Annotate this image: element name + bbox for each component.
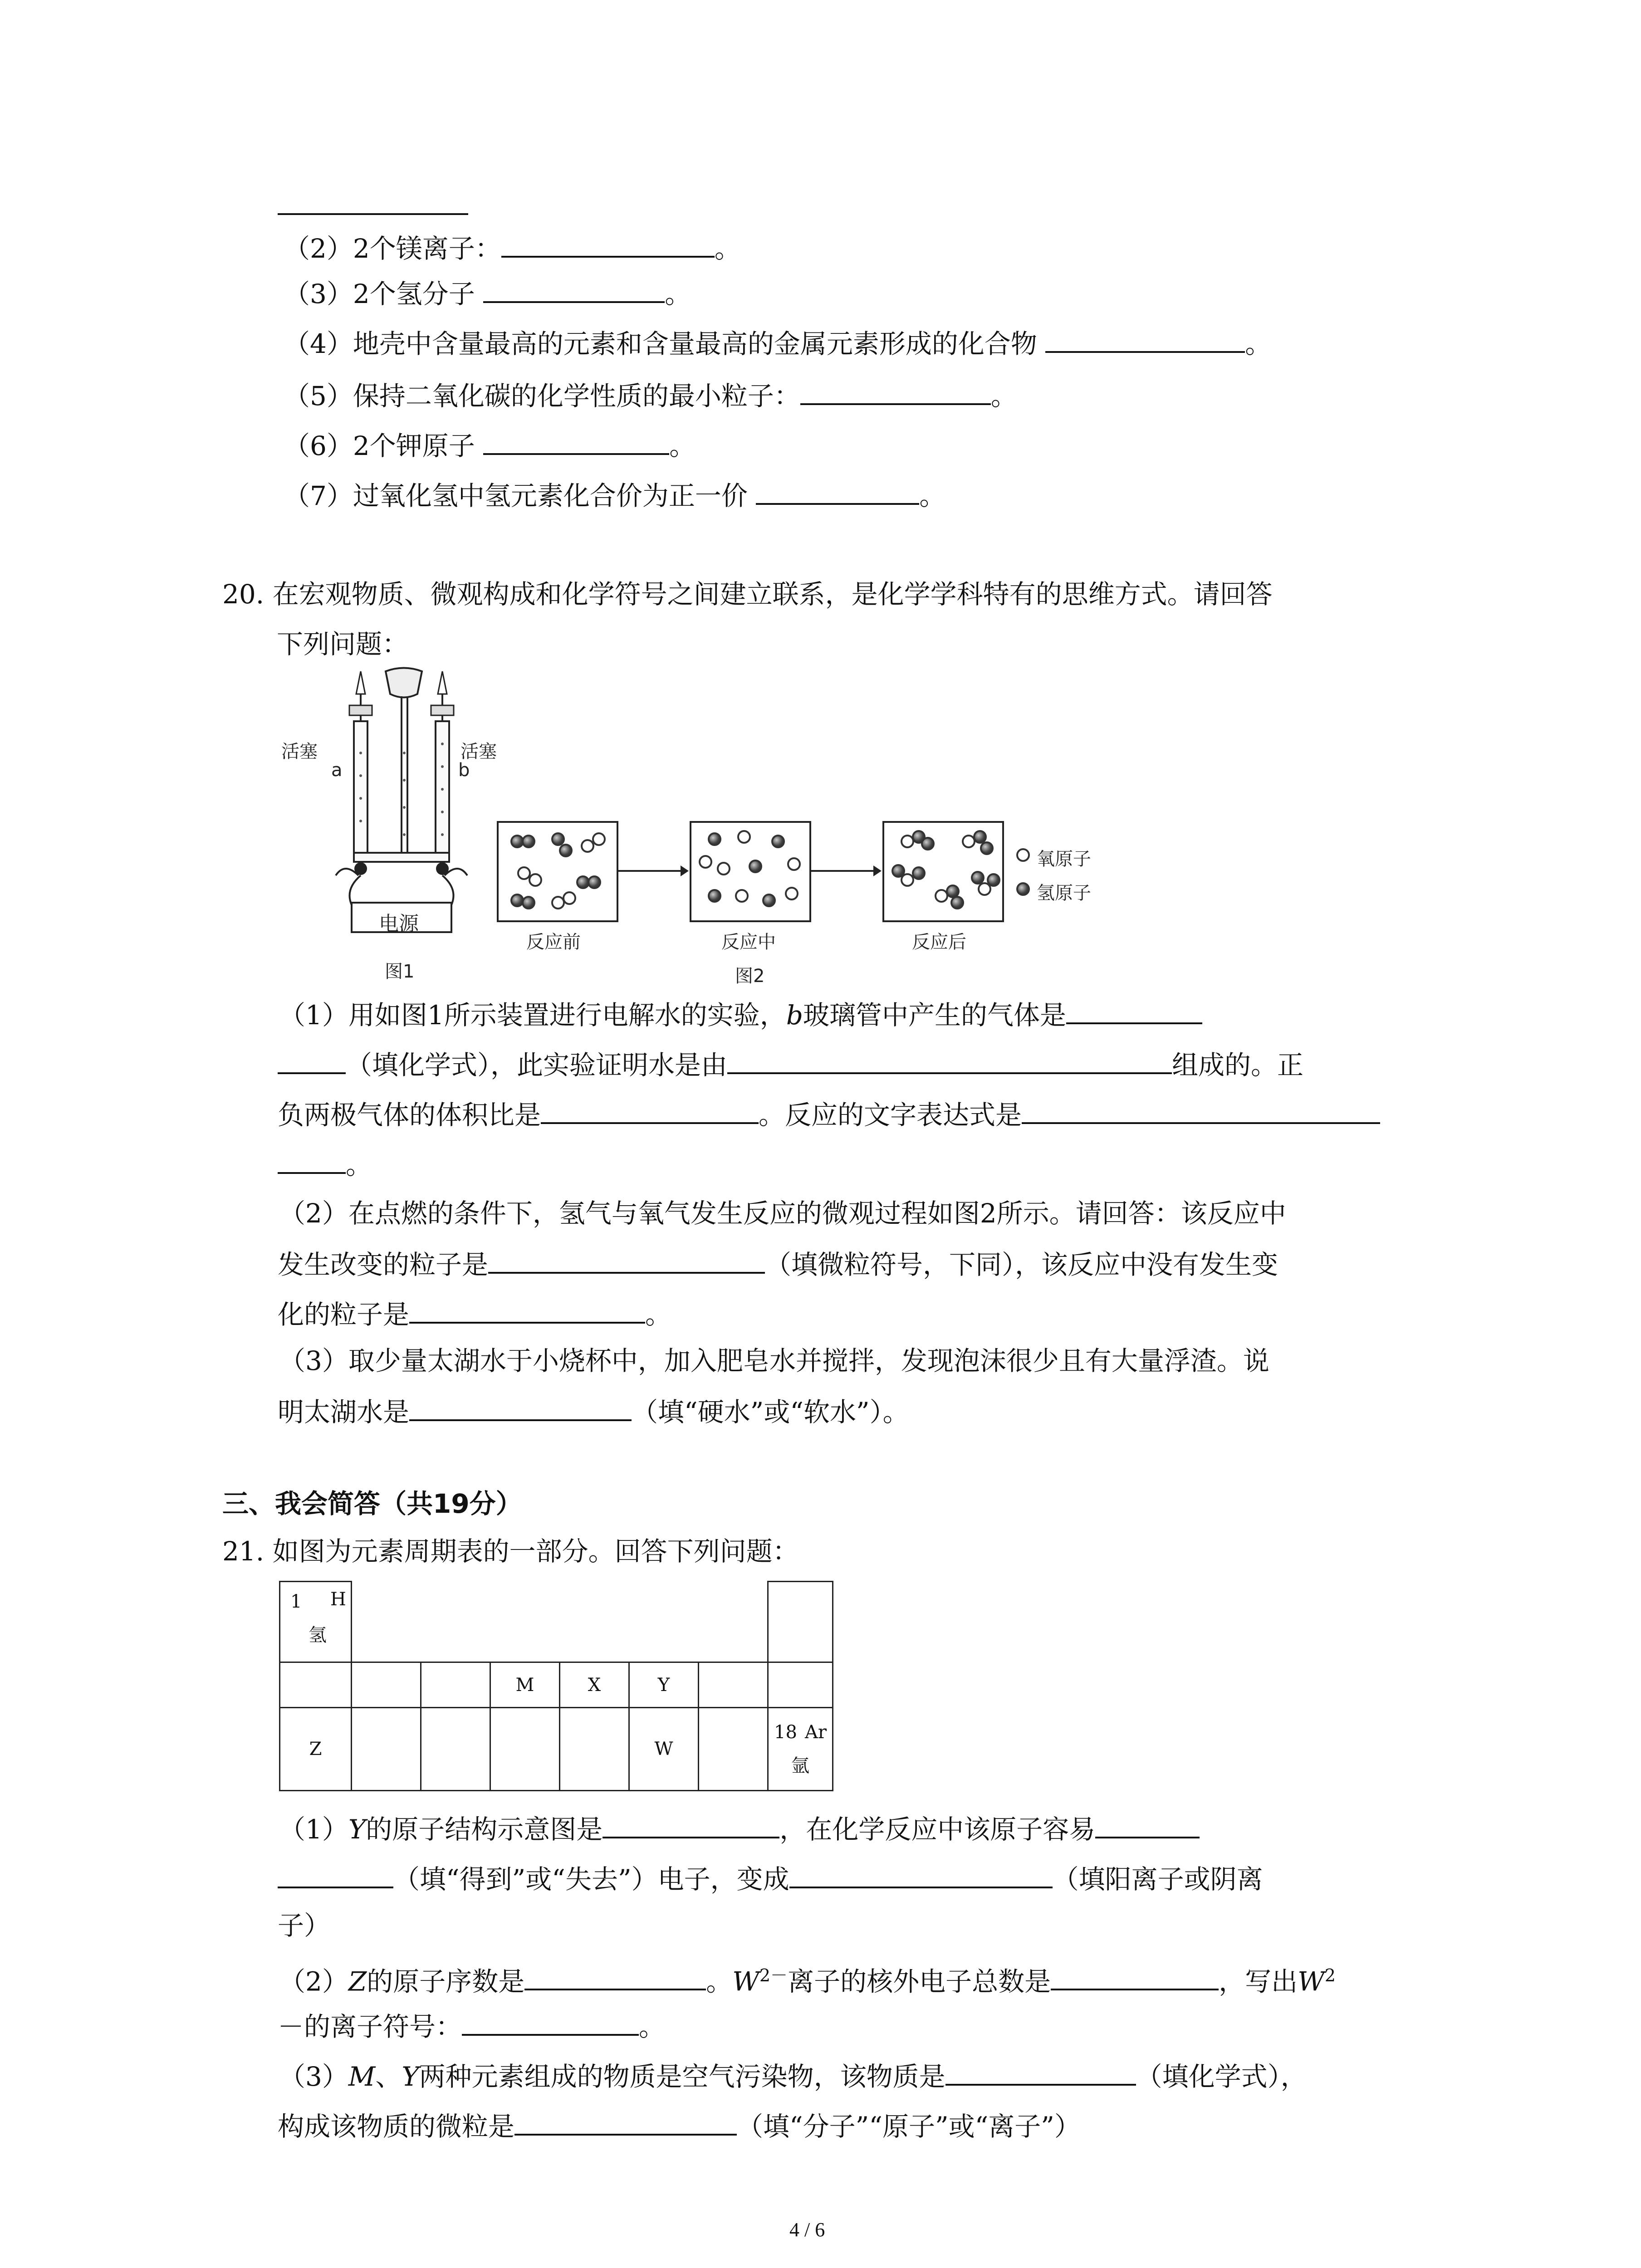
answer-blank[interactable] (1051, 1964, 1219, 1990)
answer-blank[interactable] (278, 1048, 346, 1074)
section-3-title: 三、我会简答（共19分） (222, 1488, 522, 1519)
page-number: 4 / 6 (789, 2219, 825, 2241)
element-cell-argon: 18 Ar 氩 (768, 1708, 833, 1791)
hydrogen-atom (749, 860, 762, 873)
oxygen-atom (592, 832, 606, 846)
hydrogen-atom (921, 837, 935, 850)
element-cell-w: W (629, 1708, 699, 1791)
answer-blank[interactable] (278, 1862, 393, 1888)
answer-blank[interactable] (603, 1812, 779, 1838)
answer-blank[interactable] (462, 2009, 639, 2036)
element-cell-hydrogen: 1 H 氢 (280, 1582, 352, 1662)
legend-oxygen-atom-icon (1016, 848, 1030, 862)
q20-part3-line1: （3）取少量太湖水于小烧杯中，加入肥皂水并搅拌，发现泡沫很少且有大量浮渣。说 (279, 1345, 1269, 1376)
element-cell-m: M (490, 1662, 560, 1708)
q20-intro-line1: 20. 在宏观物质、微观构成和化学符号之间建立联系，是化学学科特有的思维方式。请回答 (222, 579, 1273, 610)
hydrogen-atom (522, 835, 535, 848)
oxygen-atom (787, 857, 801, 871)
answer-blank[interactable] (541, 1098, 759, 1124)
oxygen-atom (699, 855, 712, 869)
stopcock-right-label: 活塞 (460, 741, 497, 762)
after-caption: 反应后 (912, 932, 966, 953)
oxygen-atom (529, 873, 542, 887)
q21-intro: 21. 如图为元素周期表的一部分。回答下列问题： (222, 1536, 799, 1567)
q20-part1-line1: （1）用如图1所示装置进行电解水的实验，b玻璃管中产生的气体是 (279, 998, 1202, 1031)
answer-blank[interactable] (409, 1395, 632, 1421)
hydrogen-atom (588, 875, 601, 889)
hydrogen-atom (559, 844, 573, 857)
oxygen-atom (717, 862, 730, 875)
q20-part2-line2: 发生改变的粒子是 （填微粒符号，下同），该反应中没有发生变 (278, 1247, 1278, 1281)
q19-item-2: （2）2个镁离子： 。 (284, 231, 741, 264)
q21-part1-line2: （填“得到”或“失去”）电子，变成 （填阳离子或阴离 (278, 1862, 1263, 1895)
q20-part1-line2: （填化学式），此实验证明水是由 组成的。正 (278, 1048, 1303, 1081)
figure-2-caption: 图2 (735, 966, 765, 987)
legend-hydrogen-atom-icon (1016, 882, 1030, 896)
hydrogen-atom (987, 873, 1000, 887)
q21-part2-line1: （2）Z的原子序数是 。$W^{2-}$离子的核外电子总数是 ，写出$W^2$ (279, 1960, 1336, 1997)
q21-part2-line2: －的离子符号： 。 (278, 2009, 665, 2043)
answer-blank[interactable] (488, 1247, 765, 1274)
answer-blank[interactable] (1045, 327, 1245, 353)
q20-intro-line2: 下列问题： (277, 629, 409, 660)
q20-part3-line2: 明太湖水是 （填“硬水”或“软水”）。 (278, 1395, 909, 1428)
tube-a-label: a (331, 760, 343, 781)
element-cell-x: X (560, 1662, 629, 1708)
q20-part1-line4: 。 (278, 1148, 372, 1181)
periodic-table-fragment (279, 1581, 833, 1791)
q21-part1-line3: 子） (278, 1910, 331, 1941)
answer-blank[interactable] (945, 2059, 1136, 2086)
hydrogen-atom (980, 841, 994, 855)
legend-oxygen-label: 氧原子 (1037, 849, 1091, 870)
answer-blank[interactable] (278, 191, 468, 215)
electrolysis-apparatus-figure (272, 662, 508, 934)
q20-part2-line3: 化的粒子是 。 (278, 1297, 671, 1330)
oxygen-atom (563, 891, 576, 905)
q19-item-6: （6）2个钾原子 。 (284, 429, 696, 462)
hydrogen-atom (912, 866, 926, 880)
q19-item-3: （3）2个氢分子 。 (284, 277, 691, 310)
hydrogen-atom (708, 889, 721, 903)
during-caption: 反应中 (721, 932, 776, 953)
q21-part3-line1: （3）M、Y两种元素组成的物质是空气污染物，该物质是 （填化学式）， (279, 2059, 1307, 2092)
hydrogen-atom (771, 835, 785, 848)
q20-part2-line1: （2）在点燃的条件下，氢气与氧气发生反应的微观过程如图2所示。请回答：该反应中 (279, 1198, 1286, 1229)
answer-blank[interactable] (727, 1048, 1172, 1074)
hydrogen-atom (762, 894, 776, 907)
element-cell-y: Y (629, 1662, 699, 1708)
element-cell-z: Z (280, 1708, 352, 1791)
hydrogen-atom (950, 896, 964, 909)
hydrogen-atom (522, 896, 535, 909)
oxygen-atom (735, 889, 749, 903)
answer-blank[interactable] (1066, 998, 1202, 1024)
hydrogen-atom (708, 832, 721, 846)
legend-hydrogen-label: 氢原子 (1037, 883, 1091, 904)
answer-blank[interactable] (501, 231, 715, 258)
power-supply-label: 电源 (379, 912, 419, 935)
before-caption: 反应前 (526, 932, 581, 953)
q21-part3-line2: 构成该物质的微粒是 （填“分子”“原子”或“离子”） (278, 2109, 1081, 2142)
tube-b-label: b (458, 760, 470, 781)
q20-part1-line3: 负两极气体的体积比是 。反应的文字表达式是 (278, 1098, 1380, 1131)
stopcock-left-label: 活塞 (281, 741, 318, 762)
answer-blank[interactable] (1095, 1812, 1200, 1838)
arrow-icon (810, 862, 882, 880)
answer-blank[interactable] (483, 277, 665, 303)
answer-blank[interactable] (483, 429, 669, 455)
answer-blank[interactable] (756, 479, 919, 505)
answer-blank[interactable] (524, 1964, 706, 1990)
arrow-icon (617, 862, 690, 880)
oxygen-atom (785, 887, 798, 900)
answer-blank[interactable] (800, 379, 991, 405)
answer-blank[interactable] (409, 1297, 645, 1324)
q19-item-5: （5）保持二氧化碳的化学性质的最小粒子： 。 (284, 379, 1017, 412)
answer-blank[interactable] (789, 1862, 1053, 1888)
answer-blank[interactable] (278, 1148, 346, 1174)
q21-part1-line1: （1）Y的原子结构示意图是 ，在化学反应中该原子容易 (279, 1812, 1200, 1845)
answer-blank[interactable] (1022, 1098, 1380, 1124)
answer-blank[interactable] (514, 2109, 737, 2136)
q19-item-7: （7）过氧化氢中氢元素化合价为正一价 。 (284, 479, 945, 512)
figure-1-caption: 图1 (385, 961, 415, 982)
q19-item-4: （4）地壳中含量最高的元素和含量最高的金属元素形成的化合物 。 (284, 327, 1271, 360)
oxygen-atom (737, 830, 751, 844)
